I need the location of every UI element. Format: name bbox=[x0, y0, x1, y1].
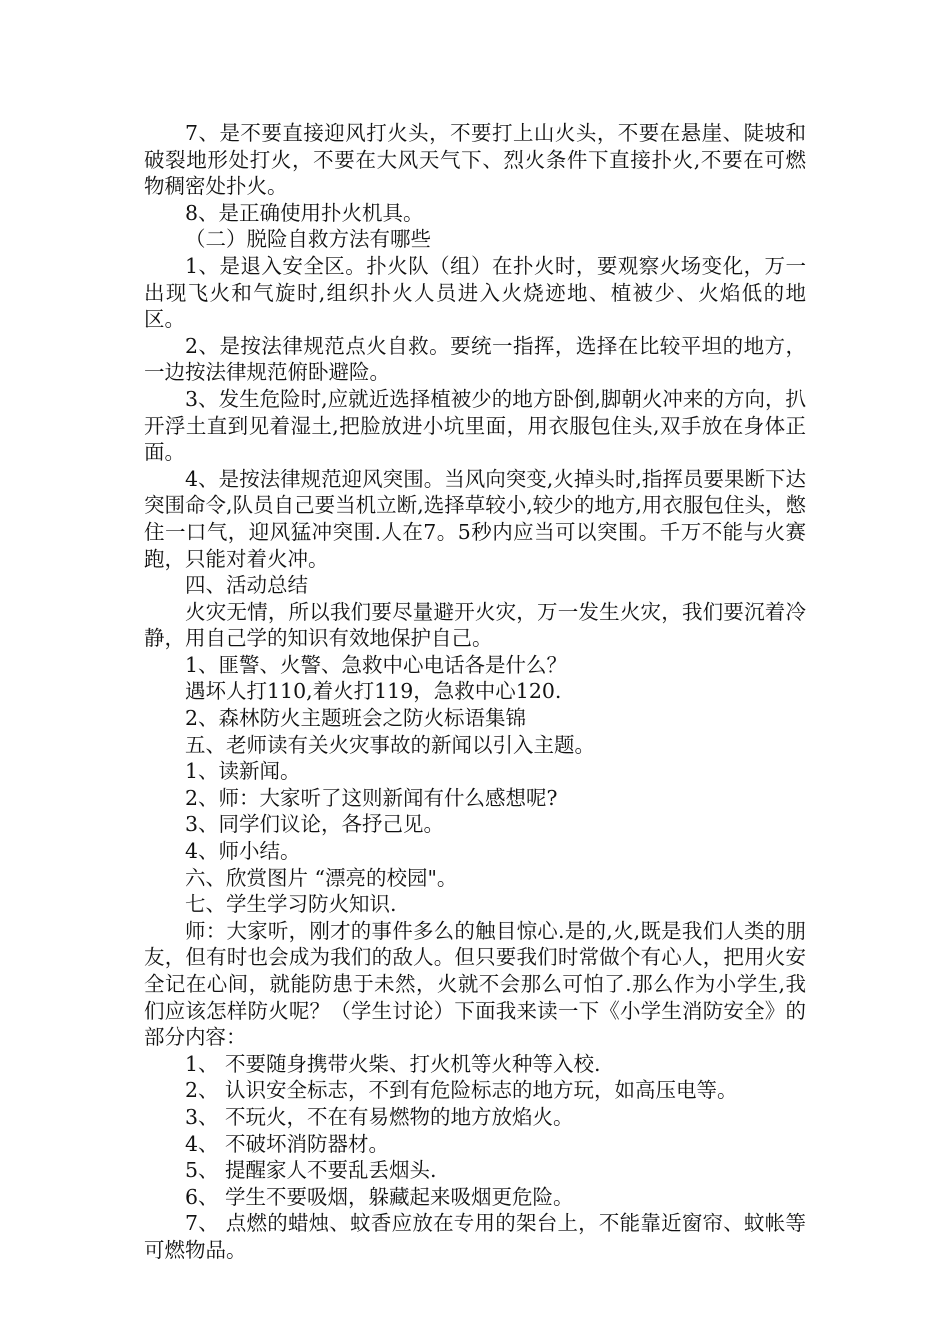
paragraph-phone-numbers: 遇坏人打110,着火打119，急救中心120. bbox=[185, 679, 562, 704]
section-heading-pictures: 六、欣赏图片 “漂亮的校园"。 bbox=[185, 865, 458, 890]
list-item-4: 4、 不破坏消防器材。 bbox=[185, 1131, 390, 1156]
paragraph-teacher-ask: 2、师：大家听了这则新闻有什么感想呢? bbox=[185, 785, 558, 810]
paragraph-use-tools: 8、是正确使用扑火机具。 bbox=[185, 200, 424, 225]
list-item-3: 3、 不玩火，不在有易燃物的地方放焰火。 bbox=[185, 1104, 574, 1129]
section-heading-escape: （二）脱险自救方法有哪些 bbox=[185, 227, 431, 252]
paragraph-safe-zone: 1、是退入安全区。扑火队（组）在扑火时，要观察火场变化，万一出现飞火和气旋时,组织扑火人员进入火烧迹地、植被少、火焰低的地区。 bbox=[144, 253, 806, 332]
paragraph-breakout: 4、是按法律规范迎风突围。当风向突变,火掉头时,指挥员要果断下达突围命令,队员自己要当机立断,选择草较小,较少的地方,用衣服包住头，憋住一口气，迎风猛冲突围.人在7。5秒内应当可以突围。千万不能与火赛跑，只能对着火冲。 bbox=[144, 466, 806, 571]
section-heading-knowledge: 七、学生学习防火知识. bbox=[185, 892, 397, 917]
list-item-5: 5、 提醒家人不要乱丢烟头. bbox=[185, 1158, 437, 1183]
paragraph-teacher-summary: 4、师小结。 bbox=[185, 839, 301, 864]
list-item-1: 1、 不要随身携带火柴、打火机等火种等入校. bbox=[185, 1051, 601, 1076]
paragraph-teacher-speech: 师：大家听，刚才的事件多么的触目惊心.是的,火,既是我们人类的朋友，但有时也会成为我们的敌人。但只要我们时常做个有心人，把用火安全记在心间，就能防患于未然，火就不会那么可怕了.那么作为小学生,我们应该怎样防火呢？（学生讨论）下面我来读一下《小学生消防安全》的部分内容： bbox=[144, 918, 806, 1050]
paragraph-slogans: 2、森林防火主题班会之防火标语集锦 bbox=[185, 706, 527, 731]
list-item-2: 2、 认识安全标志，不到有危险标志的地方玩，如高压电等。 bbox=[185, 1078, 738, 1103]
section-heading-news: 五、老师读有关火灾事故的新闻以引入主题。 bbox=[185, 732, 595, 757]
paragraph-strike-rules: 7、是不要直接迎风打火头，不要打上山火头，不要在悬崖、陡坡和破裂地形处打火，不要在大风天气下、烈火条件下直接扑火,不要在可燃物稠密处扑火。 bbox=[144, 121, 806, 199]
paragraph-summary: 火灾无情，所以我们要尽量避开火灾，万一发生火灾，我们要沉着冷静，用自己学的知识有效地保护自己。 bbox=[144, 599, 806, 651]
section-heading-summary: 四、活动总结 bbox=[185, 573, 308, 598]
paragraph-counter-fire: 2、是按法律规范点火自救。要统一指挥，选择在比较平坦的地方，一边按法律规范俯卧避险。 bbox=[144, 333, 806, 385]
paragraph-lie-down: 3、发生危险时,应就近选择植被少的地方卧倒,脚朝火冲来的方向，扒开浮土直到见着湿土,把脸放进小坑里面，用衣服包住头,双手放在身体正面。 bbox=[144, 386, 806, 465]
paragraph-read-news: 1、读新闻。 bbox=[185, 759, 301, 784]
paragraph-question-phone: 1、匪警、火警、急救中心电话各是什么？ bbox=[185, 652, 568, 677]
paragraph-discuss: 3、同学们议论，各抒己见。 bbox=[185, 812, 445, 837]
list-item-7: 7、 点燃的蜡烛、蚊香应放在专用的架台上，不能靠近窗帘、蚊帐等可燃物品。 bbox=[144, 1211, 806, 1262]
document-page bbox=[144, 120, 806, 1264]
list-item-6: 6、 学生不要吸烟，躲藏起来吸烟更危险。 bbox=[185, 1184, 574, 1209]
